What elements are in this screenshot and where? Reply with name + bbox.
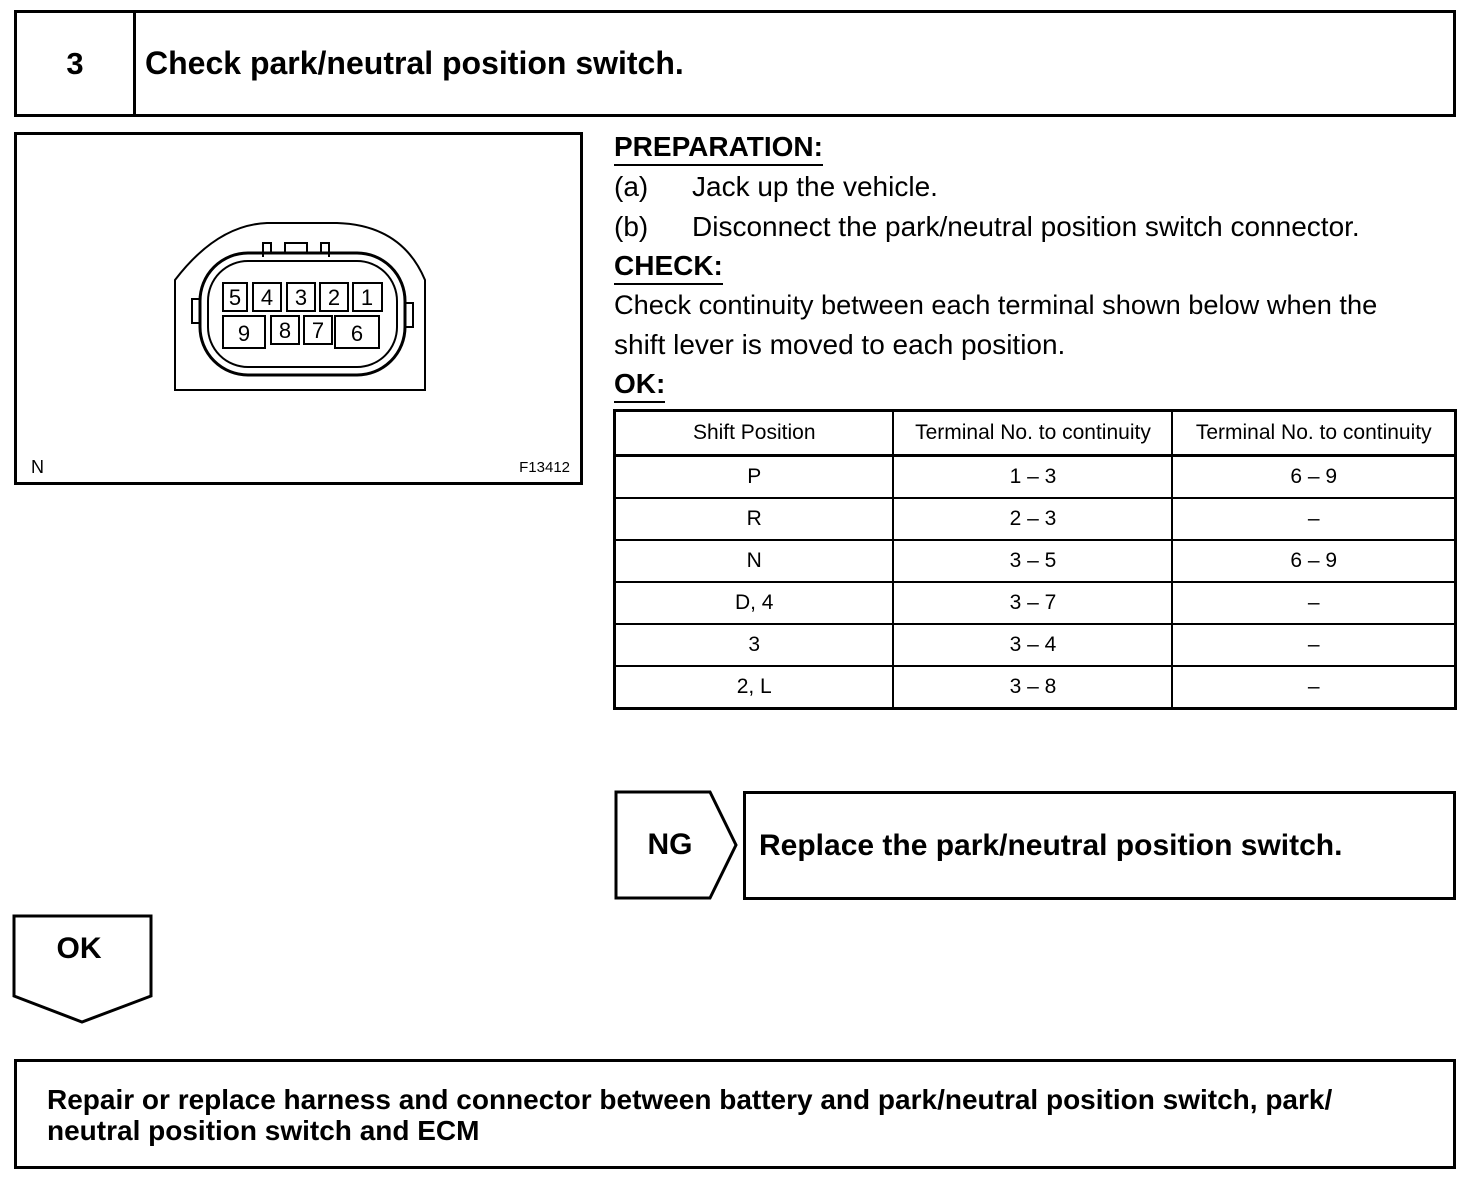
terminal-label: 4 (260, 285, 274, 310)
terminal-label: 9 (237, 321, 251, 346)
figure-id: F13412 (519, 459, 570, 476)
table-cell: 6 – 9 (1172, 540, 1455, 582)
final-action-box (14, 1059, 1456, 1169)
final-action-text (47, 1084, 1433, 1146)
terminal-label: 6 (350, 321, 364, 346)
table-cell: – (1172, 582, 1455, 624)
step-number: 3 (17, 13, 136, 114)
check-text-line2: shift lever is moved to each position. (614, 329, 1066, 360)
check-text-line1: Check continuity between each terminal shown below when the (614, 289, 1378, 320)
table-header: Terminal No. to continuity (1172, 411, 1455, 456)
table-cell: P (615, 456, 894, 499)
terminal-label: 2 (327, 285, 341, 310)
ng-result-box (743, 791, 1456, 900)
ng-label: NG (647, 828, 693, 861)
table-cell: 6 – 9 (1172, 456, 1455, 499)
terminal-label: 1 (360, 285, 374, 310)
prep-step-text: Disconnect the park/neutral position switch connector. (692, 211, 1360, 242)
table-header: Terminal No. to continuity (893, 411, 1172, 456)
table-cell: 3 (615, 624, 894, 666)
table-cell: 1 – 3 (893, 456, 1172, 499)
ok-label: OK (56, 932, 102, 965)
table-cell: 3 – 8 (893, 666, 1172, 709)
terminal-label: 3 (294, 285, 308, 310)
table-cell: 3 – 4 (893, 624, 1172, 666)
table-cell: 3 – 7 (893, 582, 1172, 624)
preparation-heading: PREPARATION: (614, 130, 823, 166)
terminal-label: 7 (311, 318, 325, 343)
table-cell: 2 – 3 (893, 498, 1172, 540)
table-cell: 3 – 5 (893, 540, 1172, 582)
step-title: Check park/neutral position switch. (145, 45, 684, 81)
table-row (615, 456, 1456, 499)
table-row (615, 582, 1456, 624)
table-cell: R (615, 498, 894, 540)
table-cell: – (1172, 624, 1455, 666)
table-cell: – (1172, 666, 1455, 709)
prep-step-letter: (a) (614, 171, 649, 202)
prep-step-letter: (b) (614, 211, 649, 242)
table-cell: – (1172, 498, 1455, 540)
terminal-label: 8 (278, 318, 292, 343)
table-header: Shift Position (615, 411, 894, 456)
ng-result-text: Replace the park/neutral position switch. (759, 828, 1343, 862)
table-row (615, 624, 1456, 666)
table-row (615, 498, 1456, 540)
terminal-label: 5 (228, 285, 242, 310)
table-cell: 2, L (615, 666, 894, 709)
connector-lock (263, 243, 329, 257)
ok-heading: OK: (614, 367, 665, 403)
continuity-table (613, 409, 1457, 710)
ok-arrow-tag (12, 914, 154, 1026)
table-cell: D, 4 (615, 582, 894, 624)
connector-face-outer (200, 253, 405, 375)
table-header-row (615, 411, 1456, 456)
final-action-line1: Repair or replace harness and connector between battery and park/neutral position switch, park/ (47, 1084, 1333, 1115)
connector-face-inner (208, 261, 397, 367)
table-row (615, 540, 1456, 582)
table-row (615, 666, 1456, 709)
final-action-line2: neutral position switch and ECM (47, 1115, 480, 1146)
figure-view-label: N (31, 457, 44, 477)
connector-diagram (17, 135, 580, 482)
prep-step-text: Jack up the vehicle. (692, 171, 938, 202)
connector-figure (14, 132, 583, 485)
check-heading: CHECK: (614, 249, 723, 285)
table-cell: N (615, 540, 894, 582)
step-header (14, 10, 1456, 117)
